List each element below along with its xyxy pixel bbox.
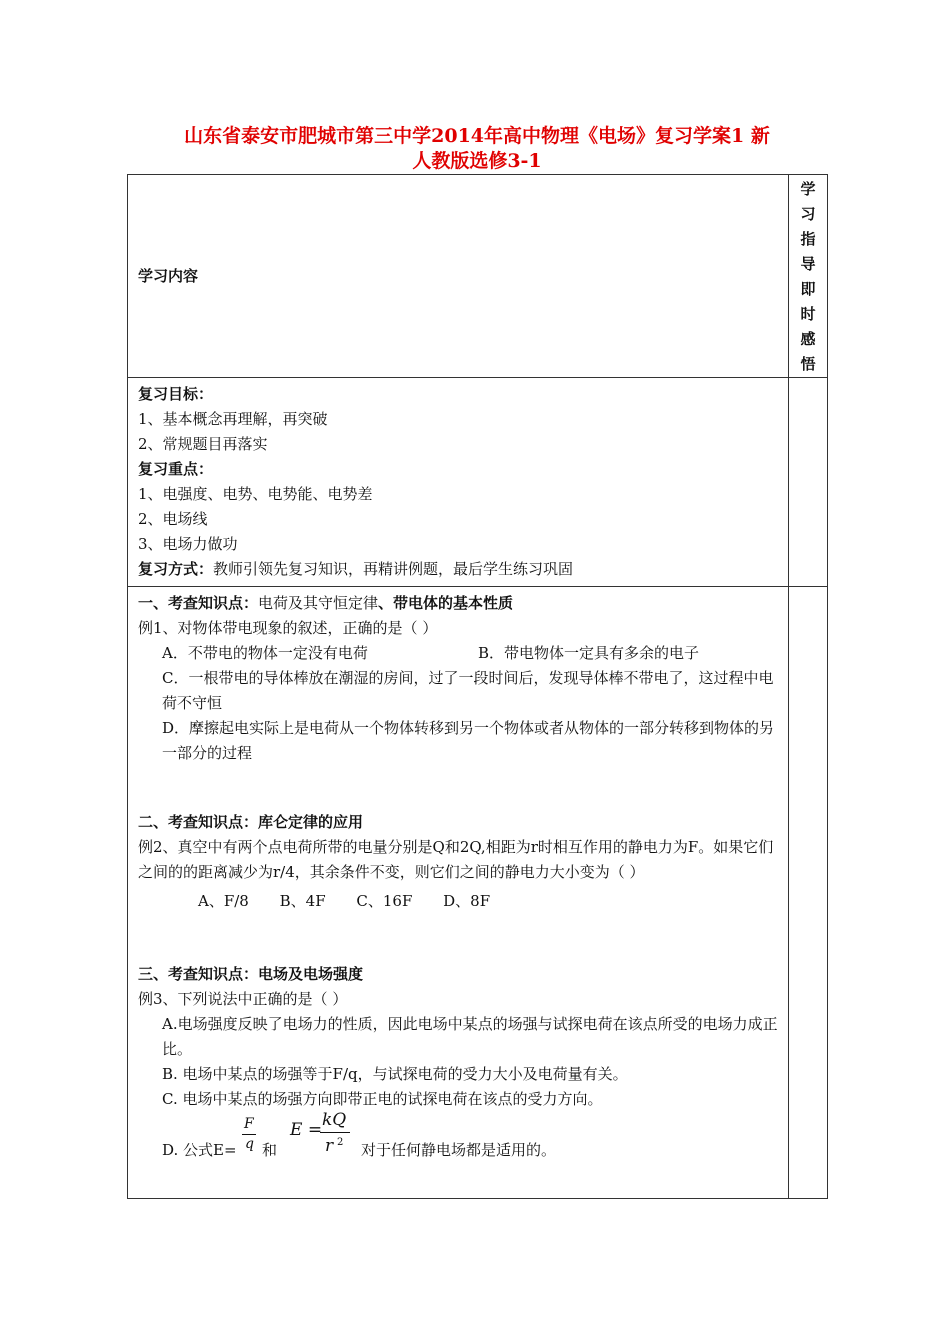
- q3-option-d: [138, 1112, 780, 1170]
- guidance-vertical-label: [789, 175, 827, 377]
- vchar: 学: [800, 180, 816, 198]
- goal-item: 1、基本概念再理解，再突破: [138, 410, 328, 428]
- vchar: 习: [800, 205, 816, 223]
- document-title: [127, 124, 827, 174]
- q3-d-prefix: D. 公式E=: [162, 1141, 237, 1159]
- goals-cell: [128, 378, 789, 587]
- vchar: 指: [800, 230, 816, 248]
- formula-kq-numerator: kQ: [322, 1110, 347, 1130]
- vchar: 即: [800, 280, 816, 298]
- method-text: 教师引领先复习知识，再精讲例题，最后学生练习巩固: [213, 560, 574, 578]
- vchar: 导: [800, 255, 816, 273]
- question-2: 例2、真空中有两个点电荷所带的电量分别是Q和2Q,相距为r时相互作用的静电力为F。如果它们之间的的距离减少为r/4，其余条件不变，则它们之间的静电力大小变为（ ）: [138, 838, 774, 881]
- focus-item: 1、电强度、电势、电势能、电势差: [138, 485, 373, 503]
- goals-side-cell: [789, 378, 828, 587]
- header-right-cell: [789, 175, 828, 378]
- formula-f-numerator: F: [244, 1116, 254, 1132]
- section3-heading: 三、考查知识点：电场及电场强度: [138, 965, 364, 983]
- q3-option-a: A.电场强度反映了电场力的性质，因此电场中某点的场强与试探电荷在该点所受的电场力成正比。: [162, 1015, 778, 1058]
- q2-option: A、F/8: [198, 892, 249, 910]
- formula-q-denominator: q: [245, 1136, 254, 1152]
- study-table: [127, 174, 828, 1199]
- q1-option-a: A．不带电的物体一定没有电荷: [162, 644, 368, 662]
- q2-option: C、16F: [356, 892, 413, 910]
- goals-heading: 复习目标：: [138, 385, 214, 403]
- q2-option: B、4F: [279, 892, 326, 910]
- formula-r-denominator: r: [325, 1136, 334, 1156]
- section1-heading-bold: 一、考查知识点：: [138, 594, 259, 612]
- formula-exponent: 2: [337, 1137, 344, 1148]
- content-cell: [128, 587, 789, 1199]
- section1-heading-tail: 、带电体的基本性质: [378, 594, 514, 612]
- q3-d-suffix: 对于任何静电场都是适用的。: [361, 1141, 557, 1159]
- q1-option-b: B．带电物体一定具有多余的电子: [478, 644, 700, 662]
- content-side-cell: [789, 587, 828, 1199]
- header-row: [128, 175, 828, 378]
- focus-item: 3、电场力做功: [138, 535, 238, 553]
- content-row: [128, 587, 828, 1199]
- q3-d-and: 和: [262, 1141, 278, 1159]
- method-heading: 复习方式：: [138, 560, 214, 578]
- section1-heading-normal: 电荷及其守恒定律: [258, 594, 379, 612]
- focus-heading: 复习重点：: [138, 460, 214, 478]
- study-content-label: 学习内容: [138, 267, 199, 285]
- header-left-cell: [128, 175, 789, 378]
- vchar: 感: [800, 330, 816, 348]
- vchar: 时: [800, 305, 816, 323]
- q1-option-c: C．一根带电的导体棒放在潮湿的房间，过了一段时间后，发现导体棒不带电了，这过程中电荷不守恒: [162, 669, 774, 712]
- title-line-1: 山东省泰安市肥城市第三中学2014年高中物理《电场》复习学案1 新: [184, 125, 770, 147]
- question-3: 例3、下列说法中正确的是（ ）: [138, 990, 348, 1008]
- title-line-2: 人教版选修3-1: [412, 150, 542, 172]
- focus-item: 2、电场线: [138, 510, 208, 528]
- vchar: 悟: [800, 355, 816, 373]
- goal-item: 2、常规题目再落实: [138, 435, 268, 453]
- fraction-bar: [320, 1132, 350, 1133]
- q1-option-d: D．摩擦起电实际上是电荷从一个物体转移到另一个物体或者从物体的一部分转移到物体的另一部分的过程: [162, 719, 775, 762]
- q3-option-c: C. 电场中某点的场强方向即带正电的试探电荷在该点的受力方向。: [162, 1090, 603, 1108]
- section2-heading: 二、考查知识点：库仑定律的应用: [138, 813, 364, 831]
- question-1: 例1、对物体带电现象的叙述，正确的是（ ）: [138, 619, 438, 637]
- q2-option: D、8F: [443, 892, 491, 910]
- goals-row: [128, 378, 828, 587]
- formula-e-lhs: E =: [290, 1120, 323, 1140]
- q3-option-b: B. 电场中某点的场强等于F/q，与试探电荷的受力大小及电荷量有关。: [162, 1065, 628, 1083]
